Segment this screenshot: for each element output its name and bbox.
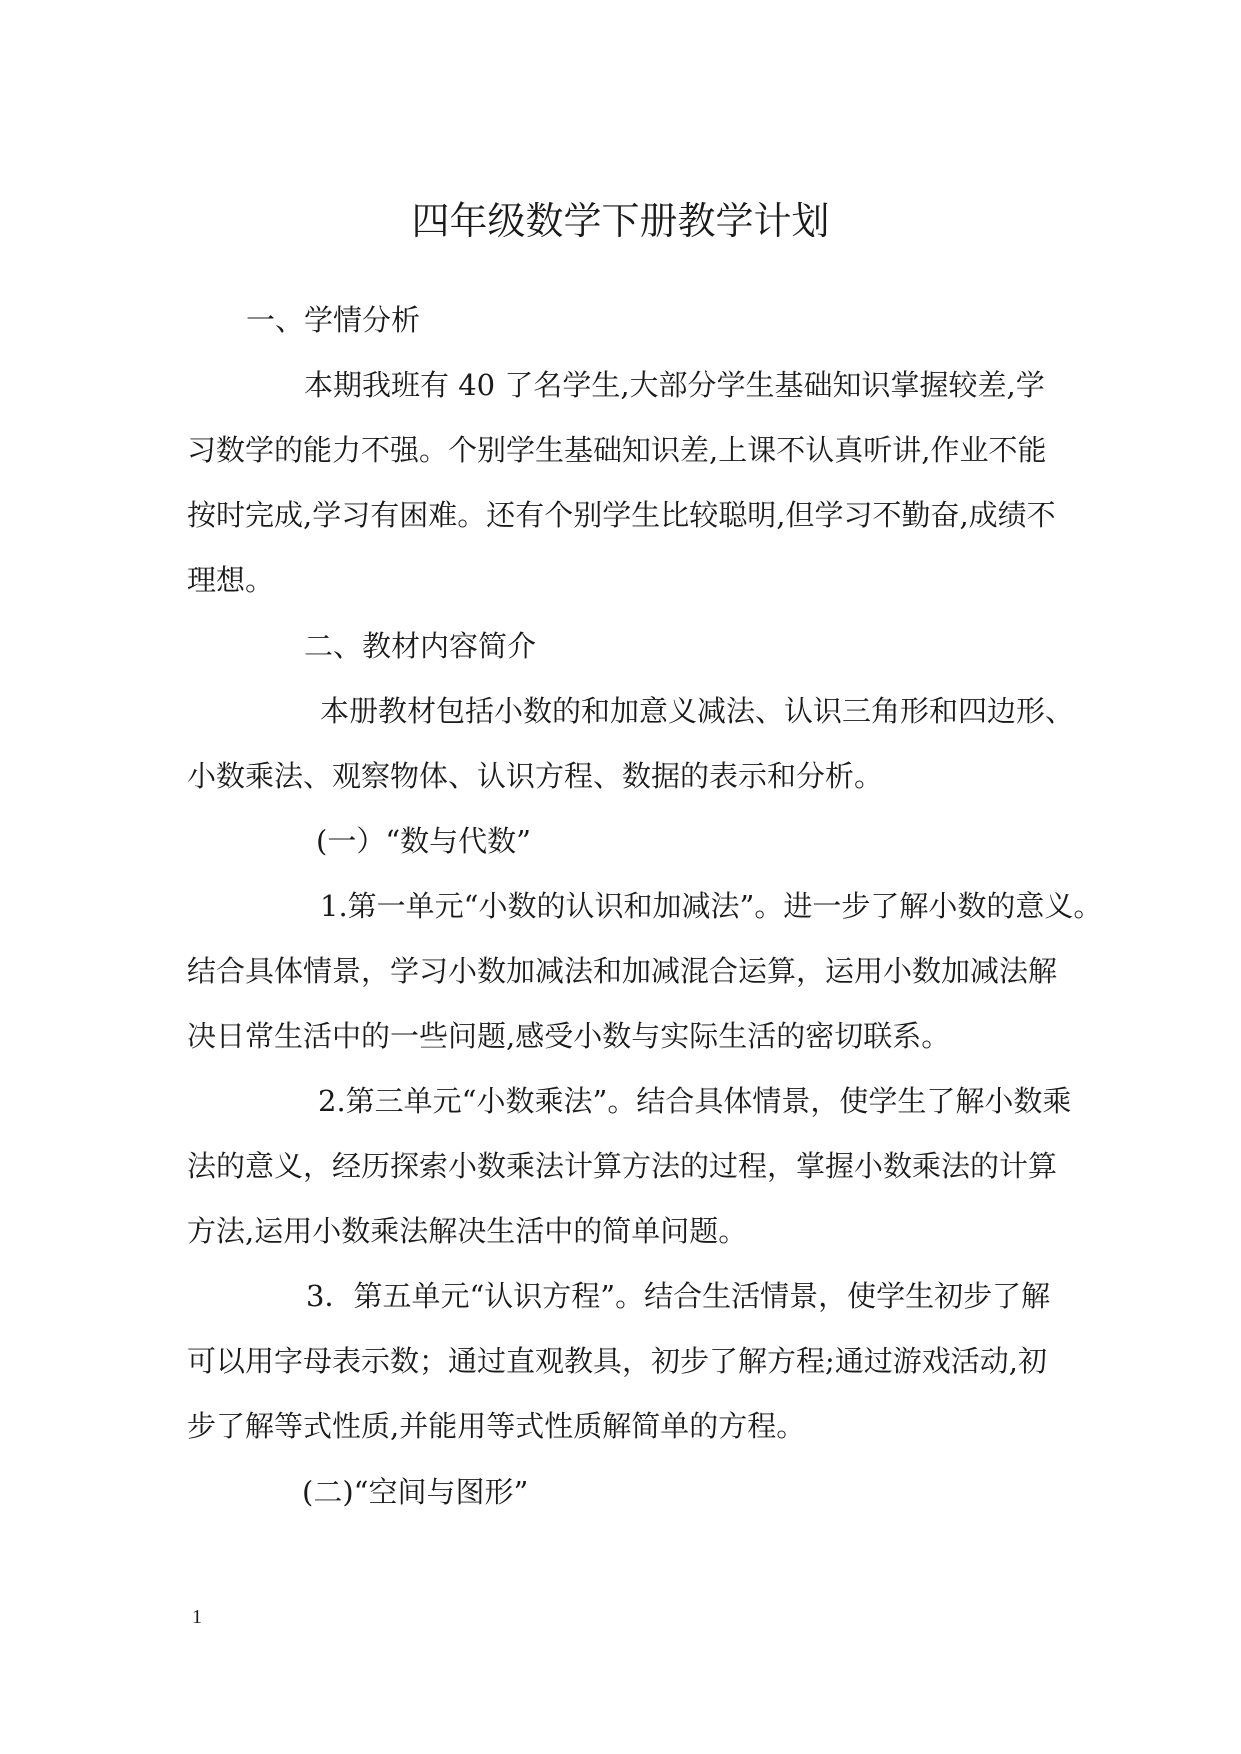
s1-paragraph-line: 按时完成,学习有困难。还有个别学生比较聪明,但学习不勤奋,成绩不 — [187, 498, 1056, 532]
s1-paragraph-line: 本期我班有 40 了名学生,大部分学生基础知识掌握较差,学 — [304, 368, 1045, 402]
s1-paragraph-line: 理想。 — [187, 563, 275, 597]
document-title: 四年级数学下册教学计划 — [411, 199, 830, 243]
item-2-line: 2.第三单元“小数乘法”。结合具体情景，使学生了解小数乘 — [318, 1084, 1072, 1118]
item-2-line: 方法,运用小数乘法解决生活中的简单问题。 — [187, 1214, 748, 1248]
page-number: 1 — [192, 1606, 202, 1628]
section-2-heading: 二、教材内容简介 — [304, 629, 537, 663]
item-2-line: 法的意义，经历探索小数乘法计算方法的过程，掌握小数乘法的计算 — [187, 1149, 1058, 1183]
item-3-line: 步了解等式性质,并能用等式性质解简单的方程。 — [187, 1409, 806, 1443]
item-1-line: 决日常生活中的一些问题,感受小数与实际生活的密切联系。 — [187, 1019, 951, 1053]
s2-paragraph-line: 本册教材包括小数的和加意义减法、认识三角形和四边形、 — [320, 694, 1075, 728]
subsection-1-heading: (一）“数与代数” — [316, 824, 531, 858]
section-1-heading: 一、学情分析 — [246, 303, 421, 337]
item-3-line: 可以用字母表示数；通过直观教具，初步了解方程;通过游戏活动,初 — [187, 1344, 1047, 1378]
s1-paragraph-line: 习数学的能力不强。个别学生基础知识差,上课不认真听讲,作业不能 — [187, 433, 1047, 467]
item-1-line: 1.第一单元“小数的认识和加减法”。进一步了解小数的意义。 — [320, 889, 1103, 923]
s2-paragraph-line: 小数乘法、观察物体、认识方程、数据的表示和分析。 — [187, 759, 884, 793]
item-3-line: 3．第五单元“认识方程”。结合生活情景，使学生初步了解 — [306, 1279, 1051, 1313]
subsection-2-heading: (二)“空间与图形” — [302, 1475, 529, 1509]
item-1-line: 结合具体情景，学习小数加减法和加减混合运算，运用小数加减法解 — [187, 954, 1058, 988]
